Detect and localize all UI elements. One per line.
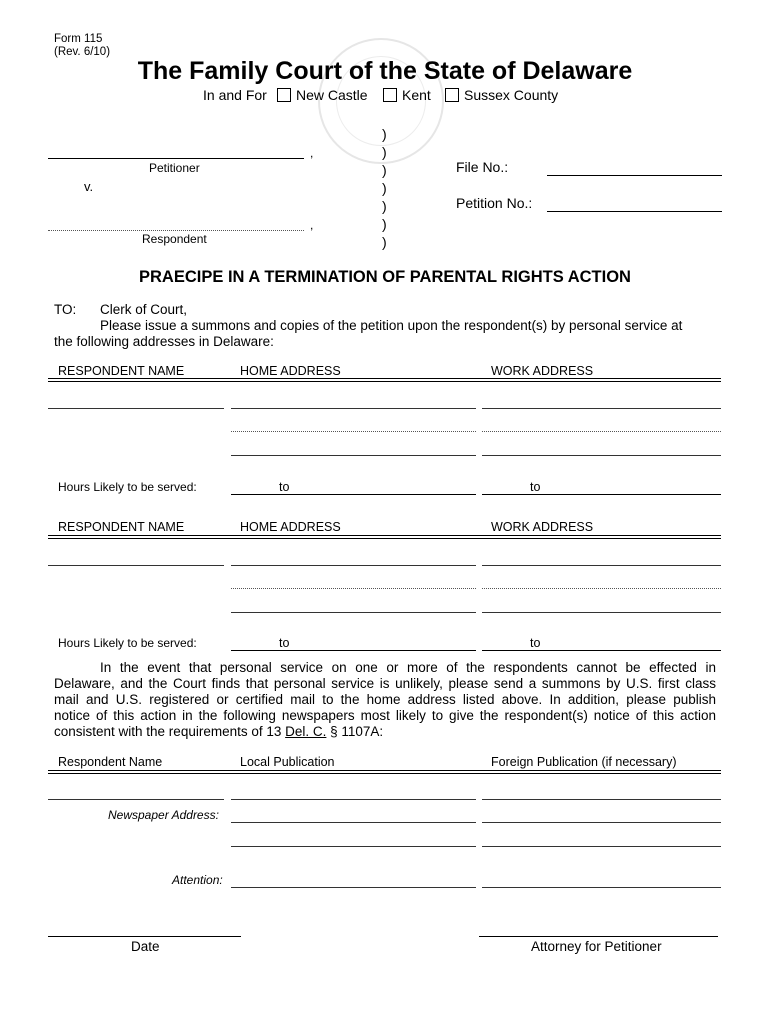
service-paragraph-line: Delaware, and the Court finds that personal service is unlikely, please send a summons by U.S. first class <box>54 676 716 691</box>
versus-label: v. <box>84 179 94 194</box>
county-label-kent: Kent <box>402 87 431 103</box>
service-paragraph-line: notice of this action in the following newspapers most likely to give the respondent(s) notice of this action <box>54 708 716 723</box>
respondent-comma: , <box>310 218 314 232</box>
county-checkbox-sussex[interactable] <box>445 88 459 102</box>
hours-to-label: to <box>530 480 541 494</box>
home-address-field[interactable] <box>231 455 476 456</box>
caption-paren: ) <box>382 144 387 160</box>
service-paragraph-line: In the event that personal service on one or more of the respondents cannot be effected in <box>100 660 716 675</box>
service-paragraph-text: consistent with the requirements of 13 <box>54 724 286 739</box>
work-address-field[interactable] <box>482 612 721 613</box>
file-no-field[interactable] <box>547 175 722 176</box>
local-publication-field[interactable] <box>231 799 476 800</box>
work-address-field[interactable] <box>482 565 721 566</box>
work-address-field[interactable] <box>482 408 721 409</box>
work-address-field[interactable] <box>482 431 721 432</box>
to-label: TO: <box>54 302 77 317</box>
work-hours-field[interactable] <box>482 650 721 651</box>
intro-line-1: Please issue a summons and copies of the petition upon the respondent(s) by personal service at <box>100 318 683 333</box>
foreign-newspaper-address-field[interactable] <box>482 822 721 823</box>
table-header-rule <box>48 773 721 774</box>
work-address-field[interactable] <box>482 455 721 456</box>
respondent-name-field[interactable] <box>48 408 224 409</box>
table-header-rule <box>48 770 721 771</box>
page-title: The Family Court of the State of Delaware <box>137 57 633 85</box>
home-address-field[interactable] <box>231 565 476 566</box>
form-revision: (Rev. 6/10) <box>54 46 111 58</box>
table-header-rule <box>48 378 721 379</box>
petitioner-label: Petitioner <box>149 161 200 175</box>
foreign-attention-field[interactable] <box>482 887 721 888</box>
hours-label: Hours Likely to be served: <box>58 636 197 650</box>
attorney-label: Attorney for Petitioner <box>531 939 662 954</box>
document-heading: PRAECIPE IN A TERMINATION OF PARENTAL RIGHTS ACTION <box>139 268 631 286</box>
newspaper-address-label: Newspaper Address: <box>108 808 219 822</box>
local-newspaper-address-field[interactable] <box>231 822 476 823</box>
file-no-label: File No.: <box>456 159 509 175</box>
petitioner-name-line[interactable] <box>48 158 304 159</box>
home-hours-field[interactable] <box>231 650 476 651</box>
col-header-foreign-publication: Foreign Publication (if necessary) <box>491 755 677 769</box>
home-address-field[interactable] <box>231 408 476 409</box>
respondent-name-field[interactable] <box>48 565 224 566</box>
respondent-name-field[interactable] <box>48 799 224 800</box>
hours-to-label: to <box>530 636 541 650</box>
county-checkbox-new-castle[interactable] <box>277 88 291 102</box>
service-paragraph-line: mail and U.S. registered or certified mail to the home address listed above. In addition, please publish <box>54 692 716 707</box>
caption-paren: ) <box>382 198 387 214</box>
in-and-for-label: In and For <box>203 87 267 103</box>
hours-label: Hours Likely to be served: <box>58 480 197 494</box>
foreign-newspaper-address-field[interactable] <box>482 846 721 847</box>
respondent-name-line[interactable] <box>48 230 304 231</box>
petition-no-field[interactable] <box>547 211 722 212</box>
col-header-home-address: HOME ADDRESS <box>240 520 341 534</box>
col-header-work-address: WORK ADDRESS <box>491 520 594 534</box>
hours-to-label: to <box>279 480 290 494</box>
home-address-field[interactable] <box>231 431 476 432</box>
attorney-signature-line[interactable] <box>479 936 718 937</box>
caption-paren: ) <box>382 162 387 178</box>
statute-citation: Del. C. <box>285 724 327 739</box>
petition-no-label: Petition No.: <box>456 195 533 211</box>
work-hours-field[interactable] <box>482 494 721 495</box>
col-header-home-address: HOME ADDRESS <box>240 364 341 378</box>
date-signature-line[interactable] <box>48 936 241 937</box>
table-header-rule <box>48 535 721 536</box>
local-newspaper-address-field[interactable] <box>231 846 476 847</box>
col-header-work-address: WORK ADDRESS <box>491 364 594 378</box>
home-hours-field[interactable] <box>231 494 476 495</box>
service-paragraph-line <box>54 724 383 741</box>
work-address-field[interactable] <box>482 588 721 589</box>
caption-paren: ) <box>382 234 387 250</box>
respondent-label: Respondent <box>142 232 207 246</box>
date-label: Date <box>131 939 160 954</box>
table-header-rule <box>48 538 721 539</box>
form-number: Form 115 <box>54 33 103 45</box>
caption-paren: ) <box>382 216 387 232</box>
col-header-local-publication: Local Publication <box>240 755 335 769</box>
hours-to-label: to <box>279 636 290 650</box>
home-address-field[interactable] <box>231 588 476 589</box>
county-label-new-castle: New Castle <box>296 87 368 103</box>
petitioner-comma: , <box>310 146 314 160</box>
home-address-field[interactable] <box>231 612 476 613</box>
col-header-respondent-name: RESPONDENT NAME <box>58 364 185 378</box>
county-checkbox-kent[interactable] <box>383 88 397 102</box>
service-paragraph-text: § 1107A: <box>326 724 384 739</box>
caption-paren: ) <box>382 126 387 142</box>
foreign-publication-field[interactable] <box>482 799 721 800</box>
caption-paren: ) <box>382 180 387 196</box>
county-label-sussex: Sussex County <box>464 87 559 103</box>
attention-label: Attention: <box>172 873 223 887</box>
col-header-respondent-name: Respondent Name <box>58 755 163 769</box>
addressee: Clerk of Court, <box>100 302 188 317</box>
local-attention-field[interactable] <box>231 887 476 888</box>
intro-line-2: the following addresses in Delaware: <box>54 334 274 349</box>
col-header-respondent-name: RESPONDENT NAME <box>58 520 185 534</box>
table-header-rule <box>48 381 721 382</box>
